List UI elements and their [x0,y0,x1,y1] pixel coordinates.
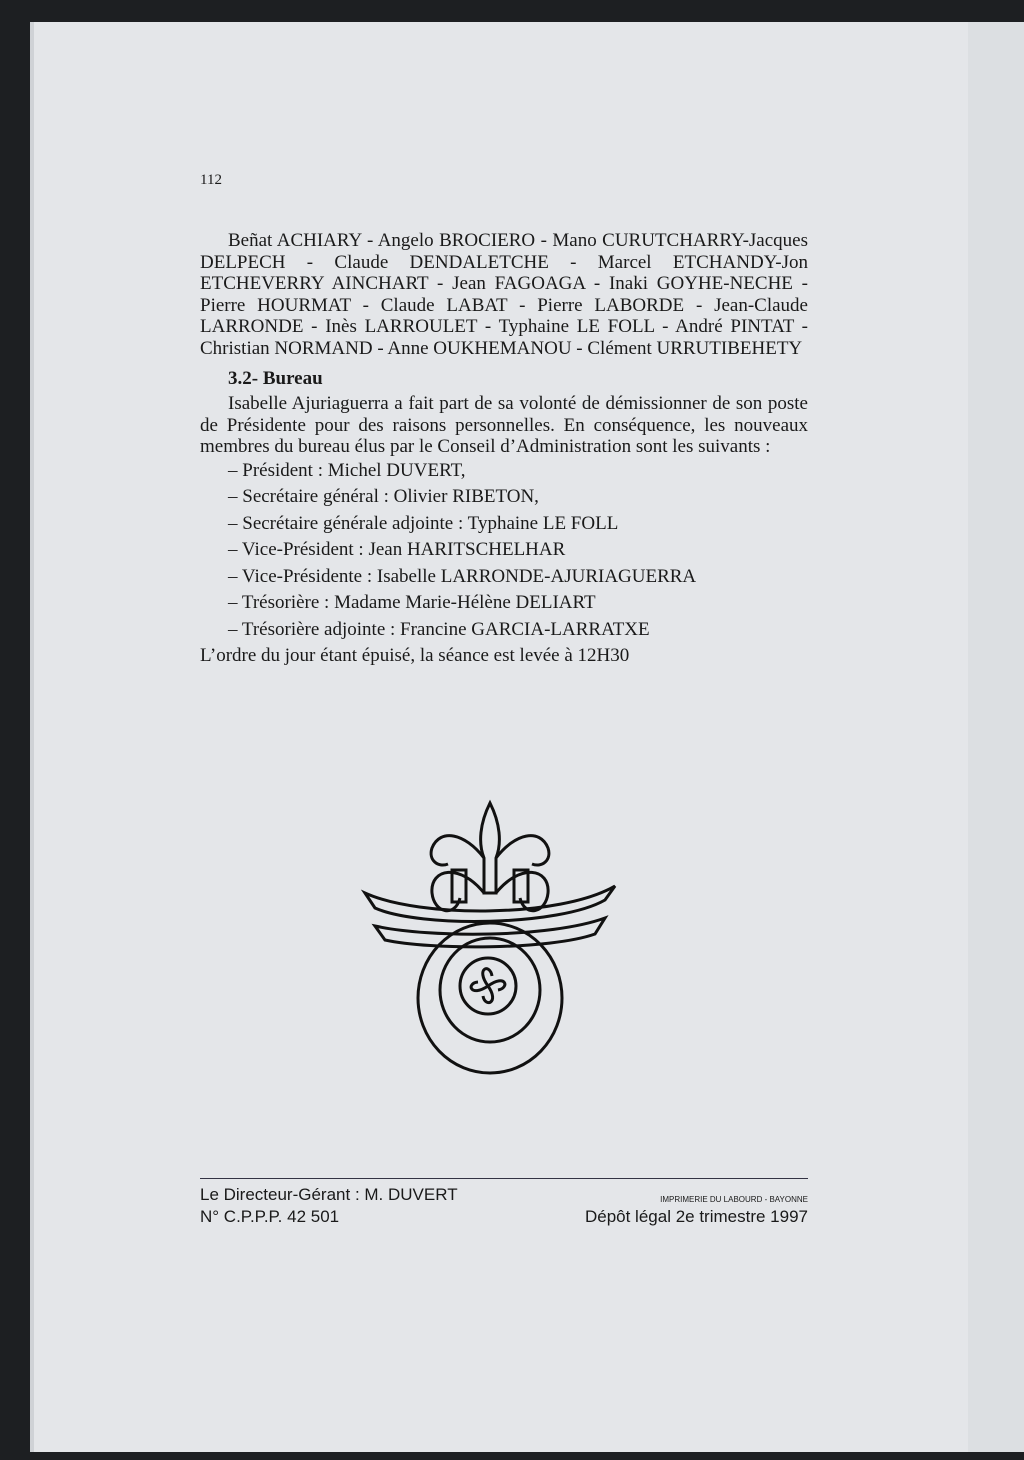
society-emblem-logo [360,798,620,1078]
bureau-item: – Président : Michel DUVERT, [228,459,466,481]
members-paragraph: Beñat ACHIARY - Angelo BROCIERO - Mano CURUTCHARRY-Jacques DELPECH - Claude DENDALETCHE - Marcel ETCHANDY-Jon ETCHEVERRY AINCHART - Jean FAGOAGA - Inaki GOYHE-NECHE - Pierre HOURMAT - Claude LABAT - Pierre LABORDE - Jean-Claude LARRONDE - Inès LARROULET - Typhaine LE FOLL - André PINTAT - Christian NORMAND - Anne OUKHEMANOU - Clément URRUTIBEHETY [200,230,808,359]
colophon [200,1178,808,1226]
closing-line: L’ordre du jour étant épuisé, la séance est levée à 12H30 [200,645,630,667]
bureau-item: – Secrétaire général : Olivier RIBETON, [228,486,539,508]
bureau-item: – Trésorière : Madame Marie-Hélène DELIART [228,592,596,614]
cppp-line: N° C.P.P.P. 42 501 [200,1207,340,1226]
section-heading: 3.2- Bureau [228,367,323,389]
bureau-item: – Vice-Présidente : Isabelle LARRONDE-AJURIAGUERRA [228,565,697,587]
director-line: Le Directeur-Gérant : M. DUVERT [200,1185,458,1204]
bureau-item: – Trésorière adjointe : Francine GARCIA-LARRATXE [228,618,650,640]
intro-paragraph: Isabelle Ajuriaguerra a fait part de sa volonté de démissionner de son poste de Présidente pour des raisons personnelles. En conséquence, les nouveaux membres du bureau élus par le Conseil d’Administration sont les suivants : [200,393,808,458]
bureau-item: – Secrétaire générale adjointe : Typhaine LE FOLL [228,512,619,534]
printer-line: IMPRIMERIE DU LABOURD - BAYONNE [660,1195,808,1204]
facing-page-edge [968,22,1024,1452]
page-number: 112 [200,172,222,188]
deposit-line: Dépôt légal 2e trimestre 1997 [584,1207,808,1226]
bureau-item: – Vice-Président : Jean HARITSCHELHAR [228,539,566,561]
document-body [200,230,808,670]
